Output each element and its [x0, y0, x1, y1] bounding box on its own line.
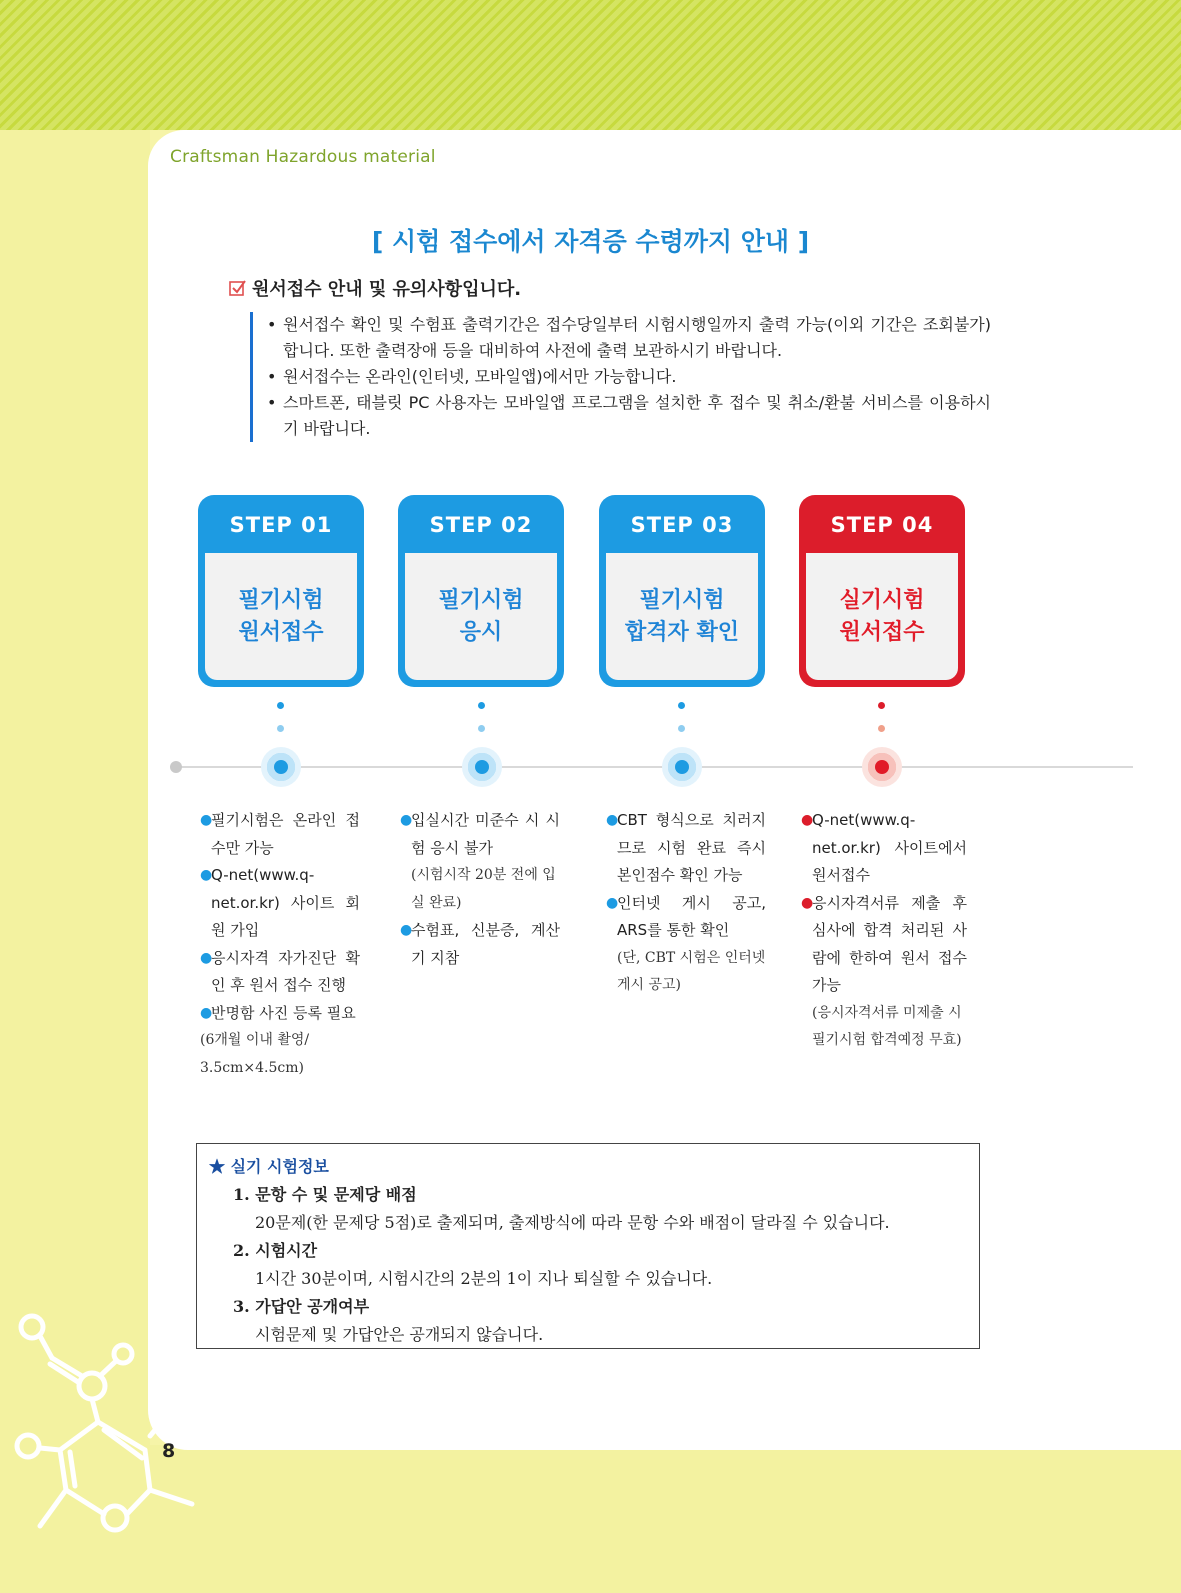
- connector-dot: [878, 725, 885, 732]
- info-body: 20문제(한 문제당 5점)로 출제되며, 출제방식에 따라 문항 수와 배점이 달라질 수 있습니다.: [255, 1213, 890, 1232]
- step-02-card: [398, 495, 564, 687]
- list-item: ● Q-net(www.q-net.or.kr) 사이트 회원 가입: [200, 866, 360, 939]
- connector-dot: [678, 725, 685, 732]
- step-02-details: [400, 807, 560, 972]
- step-title: 필기시험 합격자 확인: [606, 553, 758, 680]
- list-item: ● Q-net(www.q-net.or.kr) 사이트에서 원서접수: [801, 811, 967, 884]
- step-01-card: [198, 495, 364, 687]
- step-label: STEP 01: [229, 513, 333, 537]
- list-note: (6개월 이내 촬영/ 3.5cm×4.5cm): [200, 1032, 310, 1076]
- notice-list: [250, 312, 991, 442]
- list-item: ● 수험표, 신분증, 계산기 지참: [400, 921, 560, 967]
- step-03-details: [606, 807, 766, 1000]
- list-item: ● 인터넷 게시 공고, ARS를 통한 확인: [606, 893, 766, 939]
- step-01-details: [200, 807, 360, 1082]
- connector-dot: [878, 702, 885, 709]
- list-item: ● 입실시간 미준수 시 시험 응시 불가: [400, 811, 560, 857]
- page-number: 8: [162, 1440, 176, 1462]
- timeline-line: [175, 766, 1133, 768]
- top-pattern-band: [0, 0, 1181, 130]
- timeline-node: [662, 747, 702, 787]
- info-heading: 2. 시험시간: [233, 1241, 318, 1260]
- info-body: 시험문제 및 가답안은 공개되지 않습니다.: [255, 1325, 544, 1344]
- practical-exam-info-box: [196, 1143, 980, 1349]
- step-label: STEP 03: [630, 513, 734, 537]
- step-label: STEP 02: [429, 513, 533, 537]
- bottom-band: [150, 1445, 1181, 1593]
- header-tag: Craftsman Hazardous material: [170, 147, 436, 167]
- list-item: ● CBT 형식으로 치러지므로 시험 완료 즉시 본인점수 확인 가능: [606, 811, 766, 884]
- list-note: (시험시작 20분 전에 입실 완료): [411, 867, 556, 911]
- step-title: 필기시험 응시: [405, 553, 557, 680]
- connector-dot: [277, 702, 284, 709]
- timeline-node: [462, 747, 502, 787]
- info-title: ★ 실기 시험정보: [209, 1157, 329, 1176]
- connector-dot: [277, 725, 284, 732]
- connector-dot: [478, 725, 485, 732]
- checkbox-check-icon: [229, 279, 247, 297]
- connector-dot: [678, 702, 685, 709]
- list-item: ● 필기시험은 온라인 접수만 가능: [200, 811, 360, 857]
- info-body: 1시간 30분이며, 시험시간의 2분의 1이 지나 퇴실할 수 있습니다.: [255, 1269, 713, 1288]
- step-title: 실기시험 원서접수: [806, 553, 958, 680]
- step-03-card: [599, 495, 765, 687]
- notice-item: • 원서접수 확인 및 수험표 출력기간은 접수당일부터 시험시행일까지 출력 가능(이외 기간은 조회불가)합니다. 또한 출력장애 등을 대비하여 사전에 출력 보관하시기 바랍니다.: [267, 315, 991, 360]
- notice-item: • 스마트폰, 태블릿 PC 사용자는 모바일앱 프로그램을 설치한 후 접수 및 취소/환불 서비스를 이용하시기 바랍니다.: [267, 393, 991, 438]
- list-note: (단, CBT 시험은 인터넷 게시 공고): [617, 949, 766, 993]
- timeline-node: [862, 747, 902, 787]
- list-item: ● 반명함 사진 등록 필요: [200, 1003, 356, 1022]
- timeline-start-dot: [170, 761, 182, 773]
- info-heading: 3. 가답안 공개여부: [233, 1297, 370, 1316]
- step-label: STEP 04: [830, 513, 934, 537]
- list-item: ● 응시자격서류 제출 후 심사에 합격 처리된 사람에 한하여 원서 접수 가능: [801, 893, 967, 994]
- info-heading: 1. 문항 수 및 문제당 배점: [233, 1185, 417, 1204]
- list-item: ● 응시자격 자가진단 확인 후 원서 접수 진행: [200, 948, 360, 994]
- notice-item: • 원서접수는 온라인(인터넷, 모바일앱)에서만 가능합니다.: [267, 367, 677, 386]
- connector-dot: [478, 702, 485, 709]
- page-title: [ 시험 접수에서 자격증 수령까지 안내 ]: [371, 227, 810, 256]
- step-title: 필기시험 원서접수: [205, 553, 357, 680]
- step-04-details: [801, 807, 967, 1055]
- step-04-card: [799, 495, 965, 687]
- list-note: (응시자격서류 미제출 시 필기시험 합격예정 무효): [812, 1004, 962, 1048]
- section-subhead: 원서접수 안내 및 유의사항입니다.: [252, 279, 522, 300]
- timeline-node: [261, 747, 301, 787]
